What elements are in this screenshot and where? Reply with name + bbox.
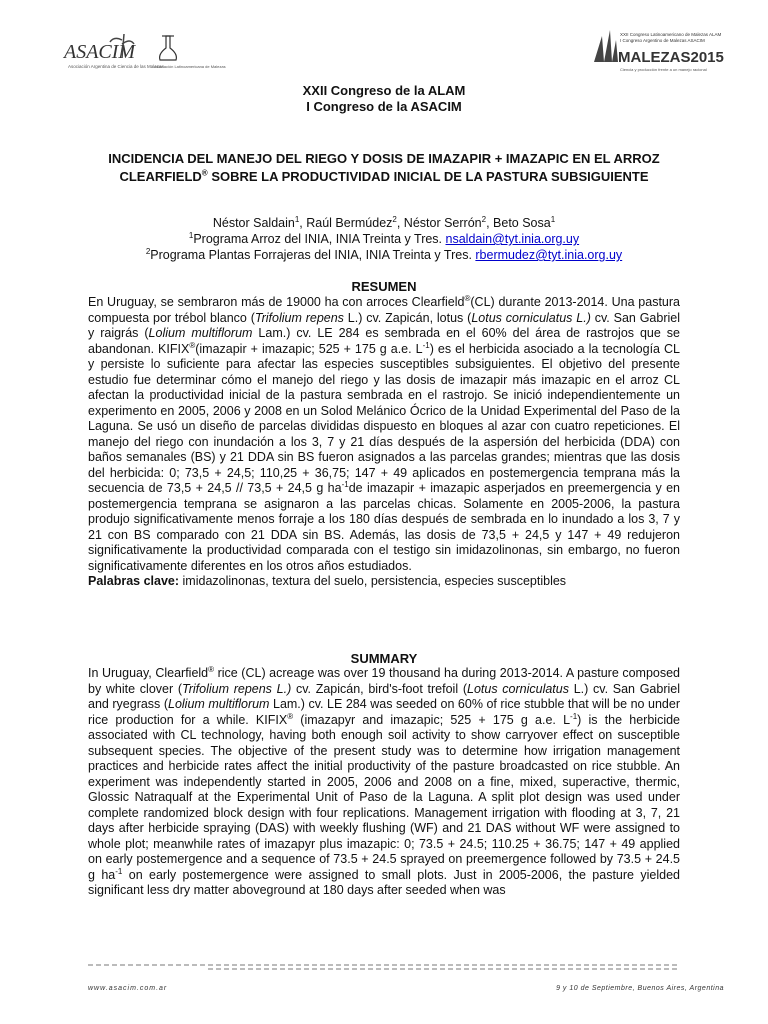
affiliation-2: $^2$Programa Plantas Forrajeras del INIA, INIA Treinta y Tres. rbermudez@tyt.inia.org.uy <box>145 246 623 262</box>
authors-block <box>0 215 768 263</box>
summary-heading: SUMMARY <box>350 651 418 666</box>
keywords-label: Palabras clave: <box>88 574 180 588</box>
email-link-2[interactable]: rbermudez@tyt.inia.org.uy <box>475 248 623 262</box>
alam-logo <box>154 36 226 69</box>
email-link-1[interactable]: nsaldain@tyt.inia.org.uy <box>445 232 580 246</box>
asacim-logo <box>62 28 226 78</box>
resumen-heading: RESUMEN <box>351 279 417 294</box>
summary-body: In Uruguay, Clearfield® rice (CL) acreage was over 19 thousand ha during 2013-2014. A pasture composed by white clover (Trifolium repens L.) cv. Zapicán, bird's-foot trefoil (Lotus corniculatus L.) cv. San Gabriel and ryegrass (Lolium multiflorum Lam.) cv. LE 284 was seeded on 60% of rice stubble that will be no under rice production for a while. KIFIX® (imazapyr and imazapic; 525 + 175 g a.e. $L^{-1}$) is the herbicide associated with CL technology, having both enough soil activity to show carryover effect on susceptible subsequent species. The objective of the present study was to determine how irrigation management practices and herbicide rates affect the initial productivity of the pasture broadcasted on rice stubble. An experiment was independently started in 2005, 2006 and 2008 on a fine, mixed, superactive, thermic, Glossic Natraqualf at the Experimental Unit of Paso de la Laguna. A split plot design was used under complete randomized block design with four replications. Management irrigation with flooding at 3, 7, 21 days after herbicide spraying (DAS) with weekly flushing (WF) and 21 DAS without WF were assigned to whole plot; meanwhile rates of imazapyr plus imazapic: 0; 73.5 + 24.5; 110.25 + 36.75; 147 + 49 applied on early postemergence and a sequence of 73.5 + 24.5 sprayed on preemergence followed by 73.5 + 24.5 g $ha^{-1}$ on early postemergence were assigned to small plots. Just in 2005-2006, the pasture yielded significant less dry matter aboveground at 180 days after seeded when was <box>88 664 681 897</box>
conference-line-1: XXII Congreso de la ALAM <box>302 83 466 98</box>
svg-text:XXII Congreso Latinoamericano: XXII Congreso Latinoamericano de Malezas ALAM <box>620 32 722 37</box>
svg-text:Ciencia y producción frente a: Ciencia y producción frente a un manejo racional <box>620 67 707 72</box>
affiliation-1: $^1$Programa Arroz del INIA, INIA Treinta y Tres. nsaldain@tyt.inia.org.uy <box>188 230 580 246</box>
conference-title <box>0 83 768 115</box>
conference-line-2: I Congreso de la ASACIM <box>306 99 462 114</box>
resumen-body: En Uruguay, se sembraron más de 19000 ha con arroces Clearfield®(CL) durante 2013-2014. Una pastura compuesta por trébol blanco (Trifolium repens L.) cv. Zapicán, lotus (Lotus corniculatus L.) cv. San Gabriel y raigrás (Lolium multiflorum Lam.) cv. LE 284 es sembrada en el 60% del área de rastrojos que se abandonan. KIFIX®(imazapir + imazapic; 525 + 175 g a.e. $L^{-1}$) es el herbicida asociado a la tecnología CL y persiste lo suficiente para afectar las especies susceptibles subsiguientes. El objetivo del presente estudio fue determinar cómo el manejo del riego y las dosis de imazapir más imazapic en el arroz CL afectan la productividad inicial de la pastura sembrada en el rastrojo. Se inició independientemente un experimento en 2005, 2006 y 2008 en un Solod Melánico Ócrico de la Unidad Experimental del Paso de la Laguna. Se usó un diseño de parcelas divididas dispuesto en bloques al azar con cuatro repeticiones. El manejo del riego con inundación a los 3, 7 y 21 días después de la aspersión del herbicida (DDA) con baños semanales (BS) y 21 DDA sin BS fueron asignados a las parcelas grandes; mientras que las dosis del herbicida: 0; 73,5 + 24,5; 110,25 + 36,75; 147 + 49 aplicados en postemergencia temprana más la secuencia de 73,5 + 24,5 // 73,5 + 24,5 g $ha^{-1}de$ imazapir + imazapic asperjados en preemergencia y en postemergencia temprana se asignaron a las parcelas chicas. Solamente en 2005-2006, la pastura produjo significativamente menos forraje a los 180 días después de sembrada en lo inundado a los 3, 7 y 21 con BS comparado con 21 DDA sin BS. Además, las dosis de 73,5 + 24,5 y 147 + 49 redujeron significativamente la productividad comparada con el testigo sin imidazolinonas, sin embargo, no fueron significativamente diferentes en los otros años estudiados. Palabras clave: imidazolinonas, textura del suelo, persistencia, especies susceptibles <box>88 293 680 588</box>
malezas2015-logo <box>590 22 740 84</box>
svg-text:I Congreso Argentino de Maleza: I Congreso Argentino de Malezas ASACIM <box>620 38 705 43</box>
footer-dates: 9 y 10 de Septiembre, Buenos Aires, Argentina <box>556 985 724 992</box>
svg-text:MALEZAS2015: MALEZAS2015 <box>618 49 724 66</box>
paper-title: INCIDENCIA DEL MANEJO DEL RIEGO Y DOSIS DE IMAZAPIR + IMAZAPIC EN EL ARROZ CLEARFIELD® SOBRE LA PRODUCTIVIDAD INICIAL DE LA PASTURA SUBSIGUIENTE <box>108 151 660 184</box>
keywords-text: imidazolinonas, textura del suelo, persistencia, especies susceptibles <box>179 574 567 588</box>
author-list: Néstor Saldain$^1$, Raúl Bermúdez$^2$, Néstor Serrón$^2$, Beto Sosa$^1$ <box>212 214 556 230</box>
svg-text:ASACIM: ASACIM <box>64 41 136 63</box>
svg-text:Asociación Latinoamericana de: Asociación Latinoamericana de Malezas <box>154 64 226 69</box>
footer-website: www.asacim.com.ar <box>88 985 168 992</box>
asacim-sub: Asociación Argentina de Ciencia de las Malezas <box>68 64 164 69</box>
footer-decorative-band <box>88 960 680 976</box>
